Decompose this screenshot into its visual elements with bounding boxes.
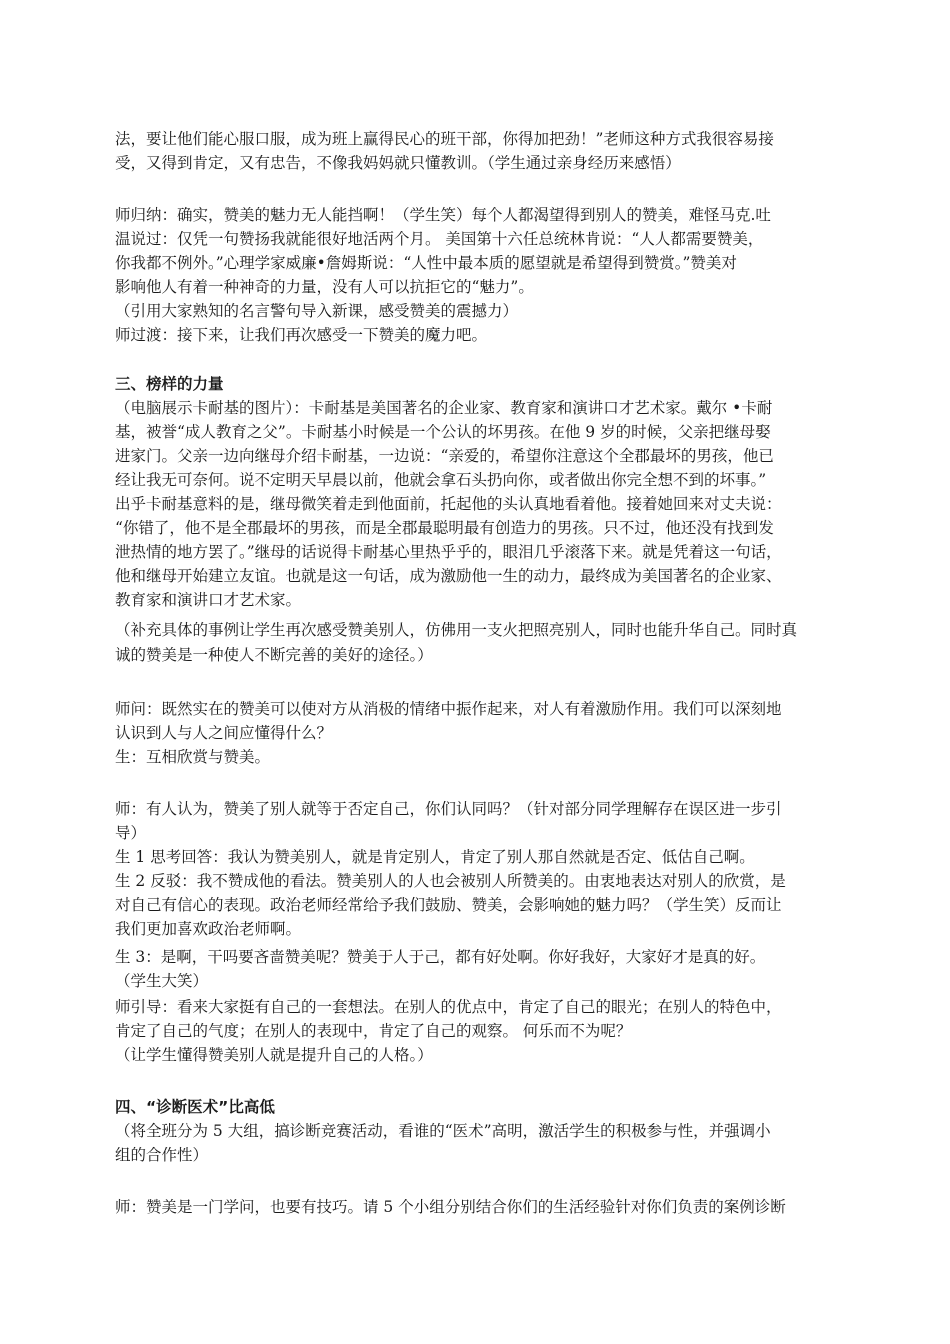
text-line: 教育家和演讲口才艺术家。	[115, 591, 302, 609]
text-line: “你错了，他不是全郡最坏的男孩，而是全郡最聪明最有创造力的男孩。只不过，他还没有找到发	[115, 519, 774, 537]
text-line: 出乎卡耐基意料的是，继母微笑着走到他面前，托起他的头认真地看着他。接着她回来对丈夫说：	[115, 495, 782, 513]
text-line: （引用大家熟知的名言警句导入新课，感受赞美的震撼力）	[115, 302, 519, 320]
text-line: 法，要让他们能心服口服，成为班上赢得民心的班干部，你得加把劲！”老师这种方式我很容易接	[115, 130, 774, 148]
text-line: 基，被誉“成人教育之父”。卡耐基小时候是一个公认的坏男孩。在他 9 岁的时候，父亲把继母娶	[115, 423, 771, 441]
text-line: 师过渡：接下来，让我们再次感受一下赞美的魔力吧。	[115, 326, 488, 344]
text-line: 师归纳：确实，赞美的魅力无人能挡啊！（学生笑）每个人都渴望得到别人的赞美，难怪马克.吐	[115, 206, 771, 224]
text-line: 导）	[115, 824, 147, 842]
text-line: 认识到人与人之间应懂得什么？	[115, 724, 333, 742]
text-line: 肯定了自己的气度；在别人的表现中，肯定了自己的观察。 何乐而不为呢？	[115, 1022, 632, 1040]
text-line: （将全班分为 5 大组，搞诊断竞赛活动，看谁的“医术”高明，激活学生的积极参与性，并强调小	[115, 1122, 771, 1140]
text-line: （让学生懂得赞美别人就是提升自己的人格。）	[115, 1046, 433, 1064]
text-line: （电脑展示卡耐基的图片）：卡耐基是美国著名的企业家、教育家和演讲口才艺术家。戴尔 •卡耐	[115, 399, 773, 417]
text-line: 他和继母开始建立友谊。也就是这一句话，成为激励他一生的动力，最终成为美国著名的企业家、	[115, 567, 782, 585]
text-line: 受，又得到肯定，又有忠告，不像我妈妈就只懂教训。（学生通过亲身经历来感悟）	[115, 154, 681, 172]
text-line: 诚的赞美是一种使人不断完善的美好的途径。）	[115, 646, 433, 664]
text-line: 生 1 思考回答：我认为赞美别人，就是肯定别人，肯定了别人那自然就是否定、低估自己啊。	[115, 848, 755, 866]
text-line: 师问：既然实在的赞美可以使对方从消极的情绪中振作起来，对人有着激励作用。我们可以深刻地	[115, 700, 782, 718]
text-line: 生：互相欣赏与赞美。	[115, 748, 271, 766]
section-heading: 四、“诊断医术”比高低	[115, 1098, 275, 1116]
text-line: 泄热情的地方罢了。”继母的话说得卡耐基心里热乎乎的，眼泪几乎滚落下来。就是凭着这一句话，	[115, 543, 782, 561]
text-line: （补充具体的事例让学生再次感受赞美别人，仿佛用一支火把照亮别人，同时也能升华自己。同时真	[115, 621, 798, 639]
text-line: 组的合作性）	[115, 1146, 209, 1164]
text-line: 影响他人有着一种神奇的力量，没有人可以抗拒它的“魅力”。	[115, 278, 534, 296]
text-line: 温说过：仅凭一句赞扬我就能很好地活两个月。 美国第十六任总统林肯说：“人人都需要赞美，	[115, 230, 764, 248]
text-line: 对自己有信心的表现。政治老师经常给予我们鼓励、赞美，会影响她的魅力吗？（学生笑）反而让	[115, 896, 782, 914]
text-line: 师：赞美是一门学问，也要有技巧。请 5 个小组分别结合你们的生活经验针对你们负责的案例诊断	[115, 1198, 786, 1216]
text-line: 生 3：是啊，干吗要吝啬赞美呢？赞美于人于己，都有好处啊。你好我好，大家好才是真的好。	[115, 948, 766, 966]
text-line: 师：有人认为，赞美了别人就等于否定自己，你们认同吗？（针对部分同学理解存在误区进一步引	[115, 800, 782, 818]
text-line: 我们更加喜欢政治老师啊。	[115, 920, 302, 938]
text-line: 你我都不例外。”心理学家威廉•詹姆斯说：“人性中最本质的愿望就是希望得到赞赏。”赞美对	[115, 254, 737, 272]
text-line: 师引导：看来大家挺有自己的一套想法。在别人的优点中，肯定了自己的眼光；在别人的特色中，	[115, 998, 782, 1016]
section-heading: 三、榜样的力量	[115, 375, 224, 393]
text-line: 生 2 反驳：我不赞成他的看法。赞美别人的人也会被别人所赞美的。由衷地表达对别人的欣赏，是	[115, 872, 786, 890]
text-line: 经让我无可奈何。说不定明天早晨以前，他就会拿石头扔向你，或者做出你完全想不到的坏事。”	[115, 471, 767, 489]
text-line: 进家门。父亲一边向继母介绍卡耐基，一边说：“亲爱的，希望你注意这个全郡最坏的男孩，他已	[115, 447, 774, 465]
text-line: （学生大笑）	[115, 972, 209, 990]
